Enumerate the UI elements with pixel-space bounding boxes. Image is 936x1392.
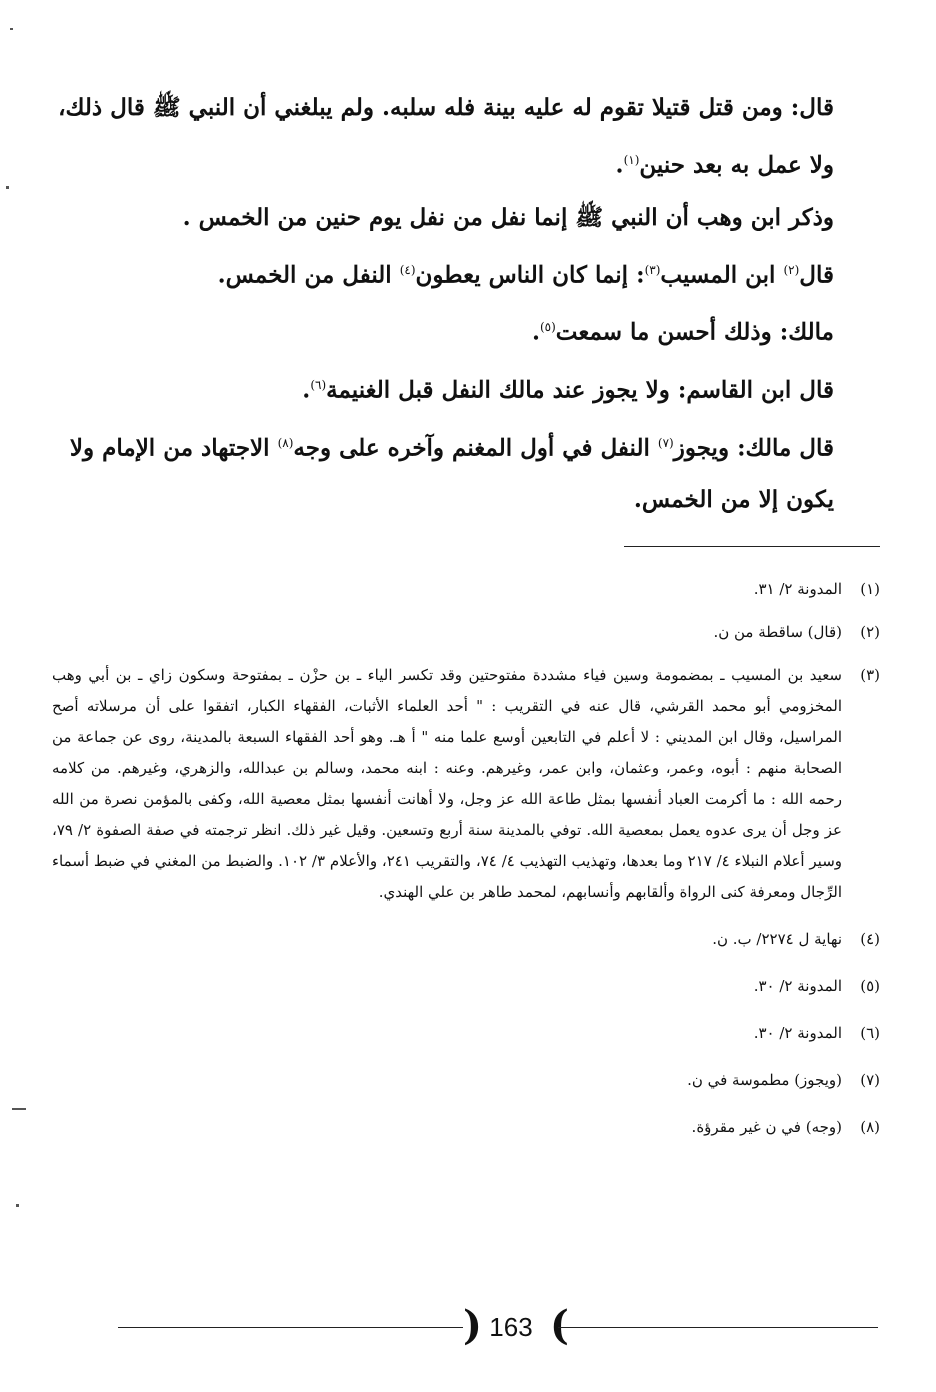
footnote-marker: (٧): [657, 435, 674, 450]
main-paragraph: [52, 82, 880, 192]
footnote-item: [52, 617, 880, 648]
footnote-item: [52, 574, 880, 605]
footnote-number: (٤): [860, 930, 880, 948]
footnote-text: المدونة ٢/ ٣٠.: [753, 1024, 842, 1042]
main-paragraph: [52, 417, 880, 527]
text-segment: قال: [799, 261, 834, 289]
footnote-item: [52, 1112, 880, 1143]
footnote-item: [52, 971, 880, 1002]
scan-speck: [10, 28, 13, 30]
footnote-marker: (٥): [539, 320, 556, 335]
footnote-text: المدونة ٢/ ٣١.: [753, 580, 842, 598]
footnote-item: [52, 1018, 880, 1049]
text-segment: .: [302, 376, 311, 404]
text-segment: قال مالك: ويجوز: [673, 434, 834, 462]
scan-speck: [16, 1204, 19, 1207]
footnote-number: (٢): [860, 623, 880, 641]
footnote-number: (٧): [860, 1071, 880, 1089]
footnote-marker: (١): [623, 153, 640, 167]
footnote-number: (٥): [860, 977, 880, 995]
footnote-text: (ويجوز) مطموسة في ن.: [687, 1071, 842, 1089]
page-number: 163: [489, 1312, 533, 1342]
page-footer: [118, 1300, 878, 1358]
text-segment: مالك: وذلك أحسن ما سمعت: [555, 318, 834, 346]
footnote-item: [52, 1065, 880, 1096]
text-segment: .: [615, 151, 624, 179]
text-segment: الاجتهاد من الإمام ولا يكون إلا من الخمس.: [69, 434, 834, 514]
main-paragraph: [52, 301, 880, 359]
footer-brace-right: ): [550, 1302, 569, 1349]
footnote-text: (قال) ساقطة من ن.: [713, 623, 842, 641]
footnote-separator: [624, 546, 880, 547]
footnote-text: نهاية ل ٢٢٧٤/ ب. ن.: [712, 930, 842, 948]
footer-brace-left: (: [463, 1302, 482, 1349]
main-paragraph: [52, 244, 880, 302]
scan-speck: [12, 1108, 26, 1110]
footnote-marker: (٨): [277, 435, 294, 450]
text-segment: ابن المسيب: [660, 261, 784, 289]
footer-rule-left: [118, 1327, 463, 1328]
footnotes: [52, 574, 880, 1159]
text-segment: : إنما كان الناس يعطون: [415, 261, 645, 289]
footnote-marker: (٢): [783, 262, 800, 277]
footer-rule-right: [558, 1327, 878, 1328]
footnote-text: سعيد بن المسيب ـ بمضمومة وسين فياء مشددة مفتوحتين وقد تكسر الياء ـ بن حزْن ـ بمفتوحة وسكون زاي ـ بن أبي وهب المخزومي أبو محمد القرشي، قال عنه في التقريب : " أحد العلماء الأثبات، الفقهاء الكبار، اتفقوا على أن مرسلاته أصح المراسيل، وقال ابن المديني : لا أعلم في التابعين أوسع علما منه " أ هـ. وهو أحد الفقهاء السبعة بالمدينة، روى عن جماعة من الصحابة منهم : أبوه، وعمر، وعثمان، وابن عمر، وغيرهم. وعنه : ابنه محمد، وسالم بن عبدالله، والزهري، وغيرهم. من كلامه رحمه الله : ما أكرمت العباد أنفسها بمثل طاعة الله عز وجل، ولا أهانت أنفسها بمثل معصية الله، وكفى بالمؤمن نصرة من الله عز وجل أن يرى عدوه يعمل بمعصية الله. توفي بالمدينة سنة أربع وتسعين. وقيل غير ذلك. انظر ترجمته في صفة الصفوة ٢/ ٧٩، وسير أعلام النبلاء ٤/ ٢١٧ وما بعدها، وتهذيب التهذيب ٤/ ٧٤، والتقريب ٢٤١، والأعلام ٣/ ١٠٢. والضبط من المغني في ضبط أسماء الرِّجال ومعرفة كنى الرواة وألقابهم وأنسابهم، لمحمد طاهر بن علي الهندي.: [52, 666, 843, 901]
footnote-marker: (٦): [310, 377, 327, 392]
footnote-item: [52, 660, 880, 908]
main-paragraph: [52, 359, 880, 417]
scan-speck: [6, 186, 9, 189]
footnote-text: (وجه) في ن غير مقرؤة.: [691, 1118, 842, 1136]
text-segment: قال: ومن قتل قتيلا تقوم له عليه بينة فله سلبه. ولم يبلغني أن النبي ﷺ قال ذلك، ولا عمل به بعد حنين: [58, 94, 834, 179]
main-paragraph: [52, 192, 880, 244]
footnote-marker: (٤): [399, 262, 416, 277]
main-text: [52, 82, 880, 526]
text-segment: قال ابن القاسم: ولا يجوز عند مالك النفل قبل الغنيمة: [326, 376, 834, 404]
text-segment: النفل في أول المغنم وآخره على وجه: [293, 434, 658, 462]
footnote-number: (٨): [860, 1118, 880, 1136]
footnote-text: المدونة ٢/ ٣٠.: [753, 977, 842, 995]
footnote-number: (٦): [860, 1024, 880, 1042]
text-segment: النفل من الخمس.: [217, 261, 400, 289]
footnote-item: [52, 924, 880, 955]
footnote-marker: (٣): [644, 262, 661, 277]
footnote-number: (٣): [860, 666, 880, 684]
text-segment: .: [531, 318, 540, 346]
footnote-number: (١): [860, 580, 880, 598]
text-segment: وذكر ابن وهب أن النبي ﷺ إنما نفل من نفل يوم حنين من الخمس .: [182, 203, 834, 231]
